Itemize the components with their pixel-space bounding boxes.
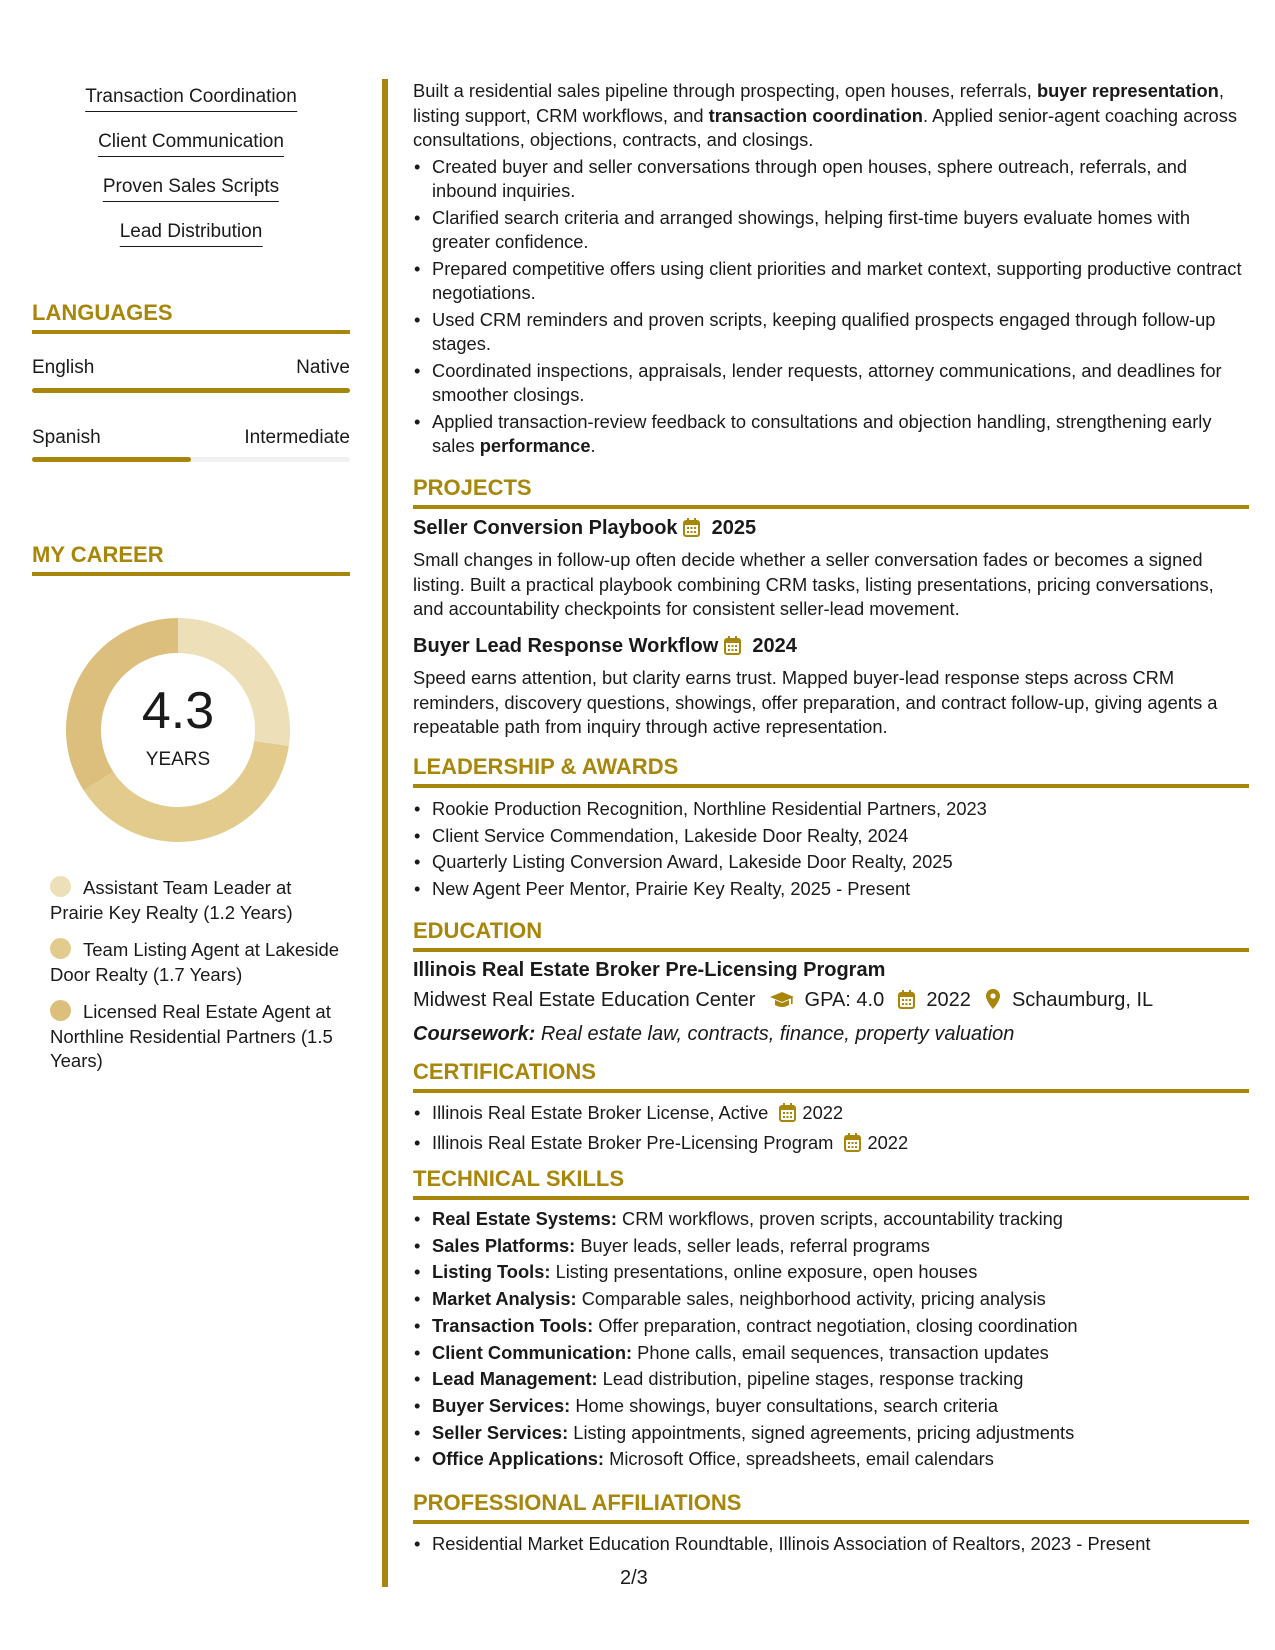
language-level: Native	[296, 357, 350, 378]
location-pin-icon	[986, 989, 1000, 1017]
language-name: English	[32, 357, 95, 378]
language-name: Spanish	[32, 427, 101, 448]
list-item: • New Agent Peer Mentor, Prairie Key Realty, 2025 - Present	[432, 876, 1249, 903]
vertical-divider	[382, 79, 388, 1587]
experience-summary	[413, 79, 1249, 459]
project-year: 2025	[711, 517, 757, 539]
legend-dot-icon	[50, 876, 71, 897]
projects-heading: PROJECTS	[413, 475, 1249, 509]
career-legend-text: Licensed Real Estate Agent at Northline Residential Partners (1.5 Years)	[50, 1001, 333, 1071]
affiliations-list	[413, 1532, 1249, 1557]
list-item: • Seller Services: Listing appointments, signed agreements, pricing adjustments	[432, 1420, 1249, 1447]
education-details	[413, 986, 1249, 1017]
calendar-icon	[844, 1133, 861, 1160]
list-item: • Client Communication: Phone calls, email sequences, transaction updates	[432, 1340, 1249, 1367]
education-program: Illinois Real Estate Broker Pre-Licensing Program	[413, 959, 886, 981]
education-gpa: GPA: 4.0	[804, 989, 885, 1011]
career-legend-text: Assistant Team Leader at Prairie Key Realty (1.2 Years)	[50, 877, 293, 923]
career-total-value: 4.3	[141, 682, 215, 740]
list-item: • Lead Management: Lead distribution, pipeline stages, response tracking	[432, 1366, 1249, 1393]
list-item: • Sales Platforms: Buyer leads, seller leads, referral programs	[432, 1233, 1249, 1260]
list-item: • Clarified search criteria and arranged showings, helping first-time buyers evaluate homes with greater confidence.	[432, 206, 1249, 255]
list-item: • Created buyer and seller conversations through open houses, sphere outreach, referrals, and inbound inquiries.	[432, 155, 1249, 204]
career-heading: MY CAREER	[32, 542, 350, 576]
certification-name: Illinois Real Estate Broker License, Active	[432, 1102, 769, 1123]
legend-dot-icon	[50, 1000, 71, 1021]
career-legend-item	[50, 938, 340, 987]
list-item: • Market Analysis: Comparable sales, neighborhood activity, pricing analysis	[432, 1286, 1249, 1313]
list-item: • Residential Market Education Roundtable, Illinois Association of Realtors, 2023 - Present	[432, 1532, 1249, 1557]
project-title: Buyer Lead Response Workflow	[413, 635, 719, 657]
summary-paragraph: Built a residential sales pipeline through prospecting, open houses, referrals, buyer representation, listing support, CRM workflows, and transaction coordination. Applied senior-agent coaching across consultations, objections, contracts, and closings.	[413, 80, 1238, 150]
summary-bullets	[413, 155, 1249, 459]
language-bar	[32, 457, 350, 462]
career-legend-item	[50, 1000, 340, 1074]
language-level: Intermediate	[244, 427, 350, 448]
technical-skills-list	[413, 1206, 1249, 1473]
certification-year: 2022	[802, 1102, 844, 1123]
certifications-list	[413, 1100, 1249, 1159]
career-legend-item	[50, 876, 340, 925]
project-item	[413, 515, 1249, 622]
education-entry	[413, 957, 1249, 1048]
list-item: • Transaction Tools: Offer preparation, contract negotiation, closing coordination	[432, 1313, 1249, 1340]
education-location: Schaumburg, IL	[1011, 989, 1154, 1011]
graduation-cap-icon	[769, 989, 795, 1017]
certification-name: Illinois Real Estate Broker Pre-Licensing Program	[432, 1131, 834, 1153]
skill-tag: Client Communication	[98, 131, 284, 157]
legend-dot-icon	[50, 938, 71, 959]
language-bar	[32, 388, 350, 393]
list-item: • Rookie Production Recognition, Northline Residential Partners, 2023	[432, 796, 1249, 823]
education-year: 2022	[926, 989, 971, 1011]
list-item: • Applied transaction-review feedback to consultations and objection handling, strengthening early sales performance.	[432, 410, 1249, 459]
career-donut-chart	[66, 618, 290, 842]
list-item	[432, 1130, 1249, 1160]
list-item: • Real Estate Systems: CRM workflows, proven scripts, accountability tracking	[432, 1206, 1249, 1233]
project-item	[413, 633, 1249, 740]
calendar-icon	[779, 1103, 796, 1130]
career-total-unit: YEARS	[145, 749, 211, 770]
list-item: • Used CRM reminders and proven scripts, keeping qualified prospects engaged through follow-up stages.	[432, 308, 1249, 357]
list-item: • Prepared competitive offers using client priorities and market context, supporting productive contract negotiations.	[432, 257, 1249, 306]
project-title: Seller Conversion Playbook	[413, 517, 678, 539]
list-item: • Office Applications: Microsoft Office, spreadsheets, email calendars	[432, 1446, 1249, 1473]
project-year: 2024	[752, 635, 797, 657]
project-description: Speed earns attention, but clarity earns trust. Mapped buyer-lead response steps across CRM reminders, discovery questions, showings, offer preparation, and contract follow-up, giving agents a repeatable path from inquiry through active representation.	[413, 667, 1218, 737]
certifications-heading: CERTIFICATIONS	[413, 1059, 1249, 1093]
affiliations-heading: PROFESSIONAL AFFILIATIONS	[413, 1490, 1249, 1524]
list-item: • Coordinated inspections, appraisals, lender requests, attorney communications, and deadlines for smoother closings.	[432, 359, 1249, 408]
leadership-list	[413, 796, 1249, 902]
calendar-icon	[724, 636, 741, 662]
list-item: • Buyer Services: Home showings, buyer consultations, search criteria	[432, 1393, 1249, 1420]
technical-skills-heading: TECHNICAL SKILLS	[413, 1166, 1249, 1200]
languages-heading: LANGUAGES	[32, 300, 350, 334]
education-heading: EDUCATION	[413, 918, 1249, 952]
list-item: • Quarterly Listing Conversion Award, Lakeside Door Realty, 2025	[432, 849, 1249, 876]
career-legend-text: Team Listing Agent at Lakeside Door Realty (1.7 Years)	[50, 939, 340, 985]
page-number: 2/3	[620, 1567, 648, 1589]
list-item	[432, 1100, 1249, 1130]
education-school: Midwest Real Estate Education Center	[413, 989, 756, 1011]
education-coursework: Coursework: Real estate law, contracts, finance, property valuation	[413, 1023, 1015, 1045]
language-bar-fill	[32, 388, 350, 393]
skill-tag: Transaction Coordination	[85, 86, 297, 112]
skill-tag: Lead Distribution	[120, 221, 263, 247]
project-description: Small changes in follow-up often decide whether a seller conversation fades or becomes a signed listing. Built a practical playbook combining CRM tasks, listing presentations, pricing conversations, and accountability checkpoints for consistent seller-lead movement.	[413, 549, 1214, 619]
list-item: • Client Service Commendation, Lakeside Door Realty, 2024	[432, 823, 1249, 850]
calendar-icon	[683, 518, 700, 544]
leadership-heading: LEADERSHIP & AWARDS	[413, 754, 1249, 788]
skill-tag: Proven Sales Scripts	[103, 176, 279, 202]
list-item: • Listing Tools: Listing presentations, online exposure, open houses	[432, 1259, 1249, 1286]
calendar-icon	[898, 989, 915, 1017]
certification-year: 2022	[867, 1131, 909, 1153]
language-bar-fill	[32, 457, 191, 462]
